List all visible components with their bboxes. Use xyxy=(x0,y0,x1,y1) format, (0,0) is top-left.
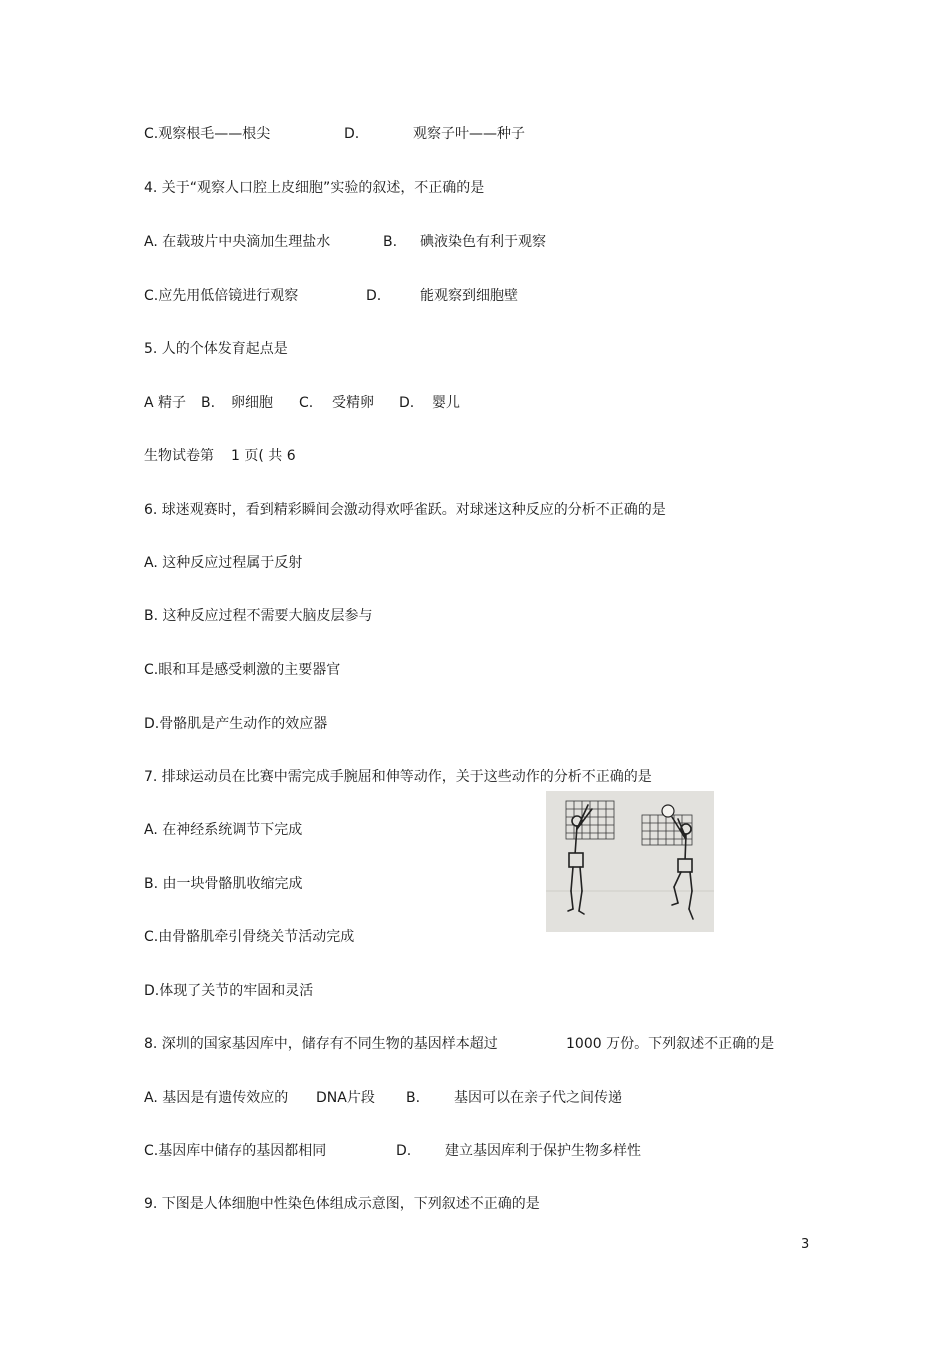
footer-page-info: 1 页( 共 6 xyxy=(231,448,296,464)
q7-option-a: A. 在神经系统调节下完成 xyxy=(144,822,303,838)
q8-stem-part1: 8. 深圳的国家基因库中，储存有不同生物的基因样本超过 xyxy=(144,1036,498,1052)
q5-option-d: 婴儿 xyxy=(432,395,460,411)
volleyball-illustration xyxy=(546,791,714,932)
q5-stem: 5. 人的个体发育起点是 xyxy=(144,341,288,357)
q4-option-b-letter: B. xyxy=(383,234,398,250)
q3-option-d: 观察子叶——种子 xyxy=(413,126,525,142)
q4-stem: 4. 关于“观察人口腔上皮细胞”实验的叙述，不正确的是 xyxy=(144,180,485,196)
q8-option-d-letter: D. xyxy=(396,1143,412,1159)
q4-option-d: 能观察到细胞壁 xyxy=(420,288,518,304)
page-number: 3 xyxy=(801,1237,810,1252)
q6-option-a: A. 这种反应过程属于反射 xyxy=(144,555,303,571)
q5-option-c-letter: C. xyxy=(299,395,314,411)
q6-option-c: C.眼和耳是感受刺激的主要器官 xyxy=(144,662,341,678)
q3-option-d-letter: D. xyxy=(344,126,360,142)
q8-option-d: 建立基因库利于保护生物多样性 xyxy=(445,1143,641,1159)
q8-option-b-letter: B. xyxy=(406,1090,421,1106)
q4-option-c: C.应先用低倍镜进行观察 xyxy=(144,288,299,304)
q7-option-c: C.由骨骼肌牵引骨绕关节活动完成 xyxy=(144,929,355,945)
volleyball-players-figure xyxy=(546,791,714,932)
q5-option-b: 卵细胞 xyxy=(231,395,273,411)
q9-stem: 9. 下图是人体细胞中性染色体组成示意图，下列叙述不正确的是 xyxy=(144,1196,540,1212)
q5-option-d-letter: D. xyxy=(399,395,415,411)
q4-option-b: 碘液染色有利于观察 xyxy=(420,234,546,250)
q8-option-b: 基因可以在亲子代之间传递 xyxy=(454,1090,622,1106)
q5-option-b-letter: B. xyxy=(201,395,216,411)
q6-stem: 6. 球迷观赛时，看到精彩瞬间会激动得欢呼雀跃。对球迷这种反应的分析不正确的是 xyxy=(144,502,666,518)
q7-stem: 7. 排球运动员在比赛中需完成手腕屈和伸等动作，关于这些动作的分析不正确的是 xyxy=(144,769,652,785)
q7-option-d: D.体现了关节的牢固和灵活 xyxy=(144,983,314,999)
q6-option-d: D.骨骼肌是产生动作的效应器 xyxy=(144,716,328,732)
q4-option-d-letter: D. xyxy=(366,288,382,304)
q6-option-b: B. 这种反应过程不需要大脑皮层参与 xyxy=(144,608,373,624)
q4-option-a: A. 在载玻片中央滴加生理盐水 xyxy=(144,234,331,250)
q8-option-c: C.基因库中储存的基因都相同 xyxy=(144,1143,327,1159)
q8-option-a: A. 基因是有遗传效应的 xyxy=(144,1090,289,1106)
q7-option-b: B. 由一块骨骼肌收缩完成 xyxy=(144,876,303,892)
footer-exam-label: 生物试卷第 xyxy=(144,448,214,464)
q5-option-c: 受精卵 xyxy=(332,395,374,411)
q8-option-a-dna: DNA片段 xyxy=(316,1090,375,1106)
q5-option-a: A 精子 xyxy=(144,395,187,411)
q8-stem-part2: 1000 万份。下列叙述不正确的是 xyxy=(566,1036,775,1052)
q3-option-c: C.观察根毛——根尖 xyxy=(144,126,271,142)
